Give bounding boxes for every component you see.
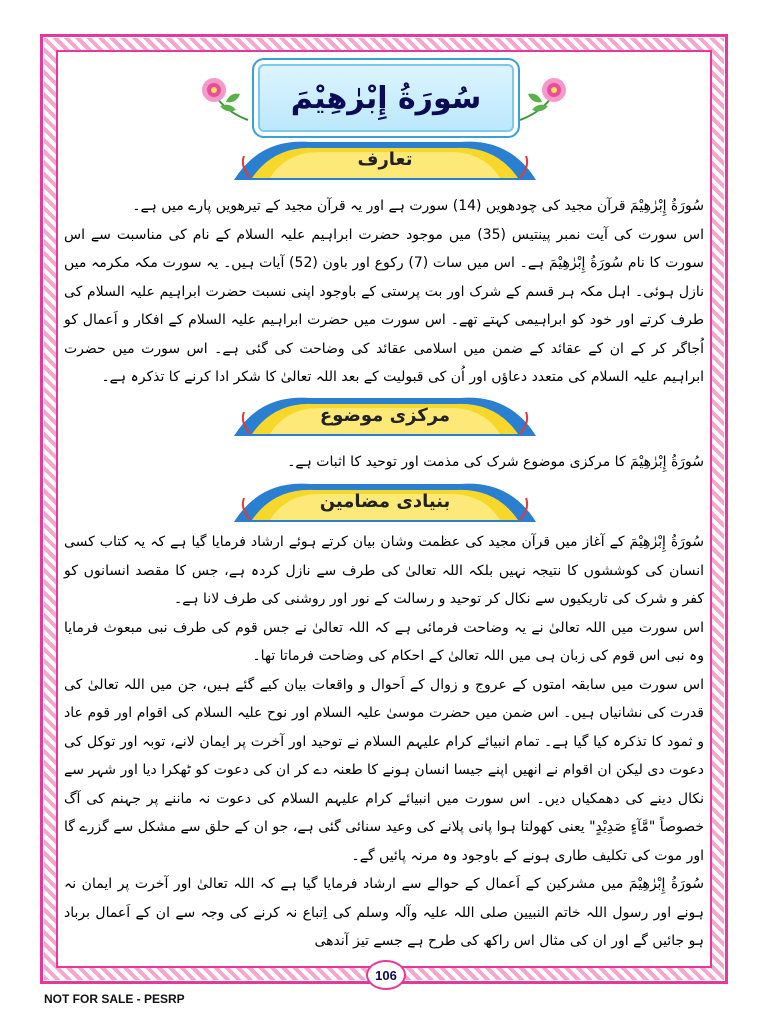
intro-paragraph-1: سُورَةُ إِبْرٰهِيْمَ قرآن مجید کی چودھویں (14) سورت ہے اور یہ قرآن مجید کے تیرھویں پارے میں ہے۔ bbox=[132, 198, 704, 214]
basic-topics-text-block bbox=[64, 528, 704, 956]
basic-topics-paragraph-4: سُورَةُ إِبْرٰهِيْمَ میں مشرکین کے اَعمال کے حوالے سے ارشاد فرمایا گیا ہے کہ اللہ تعالیٰ اور آخرت پر ایمان نہ ہونے اور رسول اللہ خاتم النبیین صلی اللہ علیہ وآلہ وسلم کی اِتباع نہ کرنے کی وجہ سے ان کے اَعمال برباد ہو جائیں گے اور ان کی مثال اس راکھ کی طرح ہے جسے تیز آندھی bbox=[64, 876, 704, 949]
left-flower-ornament bbox=[196, 64, 256, 130]
surah-title-box bbox=[252, 58, 520, 138]
section-heading-basic-topics: بنیادی مضامین bbox=[319, 490, 451, 512]
intro-paragraph-2: اس سورت کی آیت نمبر پینتیس (35) میں موجود حضرت ابراہیم علیہ السلام کے نام کی مناسبت سے اس سورت کا نام سُورَةُ إِبْرٰهِيْمَ ہے۔ اس میں سات (7) رکوع اور باون (52) آیات ہیں۔ یہ سورت مکہ مکرمہ میں نازل ہوئی۔ اہل مکہ ہر قسم کے شرک اور بت پرستی کے باوجود اپنی نسبت حضرت ابراہیم علیہ السلام کی طرف کرتے اور خود کو ابراہیمی کہتے تھے۔ اس سورت میں حضرت ابراہیم علیہ السلام کے افکار و اَعمال کو اُجاگر کر کے ان کے عقائد کے ضمن میں اسلامی عقائد کی وضاحت کی گئی ہے۔ اس سورت میں حضرت ابراہیم علیہ السلام کی متعدد دعاؤں اور اُن کی قبولیت کے بعد اللہ تعالیٰ کا شکر ادا کرنے کا تذکرہ ہے۔ bbox=[64, 226, 705, 385]
section-heading-banner bbox=[230, 478, 540, 524]
basic-topics-paragraph-3: اس سورت میں سابقہ امتوں کے عروج و زوال کے اَحوال و واقعات بیان کیے گئے ہیں، جن میں اللہ تعالیٰ کی قدرت کی نشانیاں ہیں۔ اس ضمن میں حضرت موسیٰ علیہ السلام اور نوح علیہ السلام کی اقوام اور قوم عاد و ثمود کا تذکرہ کیا گیا ہے۔ تمام انبیائے کرام علیہم السلام نے توحید اور آخرت پر ایمان لانے، توبہ اور توکل کی دعوت دی لیکن ان اقوام نے انھیں اپنے جیسا انسان ہونے کا طعنہ دے کر ان کی دعوت کو ٹھکرا دیا اور شہر سے نکال دینے کی دھمکیاں دیں۔ اس سورت میں انبیائے کرام علیہم السلام کی دعوت نہ ماننے پر جہنم کی آگ خصوصاً "مَّآءٍ صَدِيْدٍ" یعنی کھولتا ہوا پانی پلانے کی وعید سنائی گئی ہے، جو ان کے حلق سے مشکل سے گزرے گا اور موت کی تکلیف طاری ہونے کے باوجود وہ مرنہ پائیں گے۔ bbox=[64, 676, 704, 864]
section-heading-banner bbox=[230, 136, 540, 182]
section-heading-central-theme: مرکزی موضوع bbox=[319, 404, 451, 426]
intro-text-block bbox=[64, 192, 704, 392]
section-heading-banner bbox=[230, 392, 540, 438]
basic-topics-paragraph-2: اس سورت میں اللہ تعالیٰ نے یہ وضاحت فرمائی ہے کہ اللہ تعالیٰ نے جس قوم کی طرف نبی مبعوث فرمایا وہ نبی اس قوم کی زبان ہی میں اللہ تعالیٰ کے احکام کی وضاحت فرماتا تھا۔ bbox=[64, 619, 704, 664]
right-flower-ornament bbox=[512, 64, 572, 130]
page-number: 106 bbox=[366, 960, 406, 990]
footer-disclaimer: NOT FOR SALE - PESRP bbox=[44, 992, 185, 1006]
section-heading-intro: تعارف bbox=[357, 148, 413, 170]
surah-title: سُورَةُ إِبْرٰهِيْمَ bbox=[290, 80, 482, 116]
basic-topics-paragraph-1: سُورَةُ إِبْرٰهِيْمَ کے آغاز میں قرآن مجید کی عظمت وشان بیان کرتے ہوئے ارشاد فرمایا گیا ہے کہ یہ کتاب کسی انسان کی کوششوں کا نتیجہ نہیں بلکہ اللہ تعالیٰ کی طرف سے نازل کردہ ہے، جس کا مقصد انسانوں کو کفر و شرک کی تاریکیوں سے نکال کر توحید و رسالت کے نور اور روشنی کی طرف لانا ہے۔ bbox=[64, 534, 704, 607]
central-theme-text-block bbox=[64, 448, 704, 477]
central-theme-paragraph: سُورَةُ إِبْرٰهِيْمَ کا مرکزی موضوع شرک کی مذمت اور توحید کا اثبات ہے۔ bbox=[287, 454, 704, 470]
